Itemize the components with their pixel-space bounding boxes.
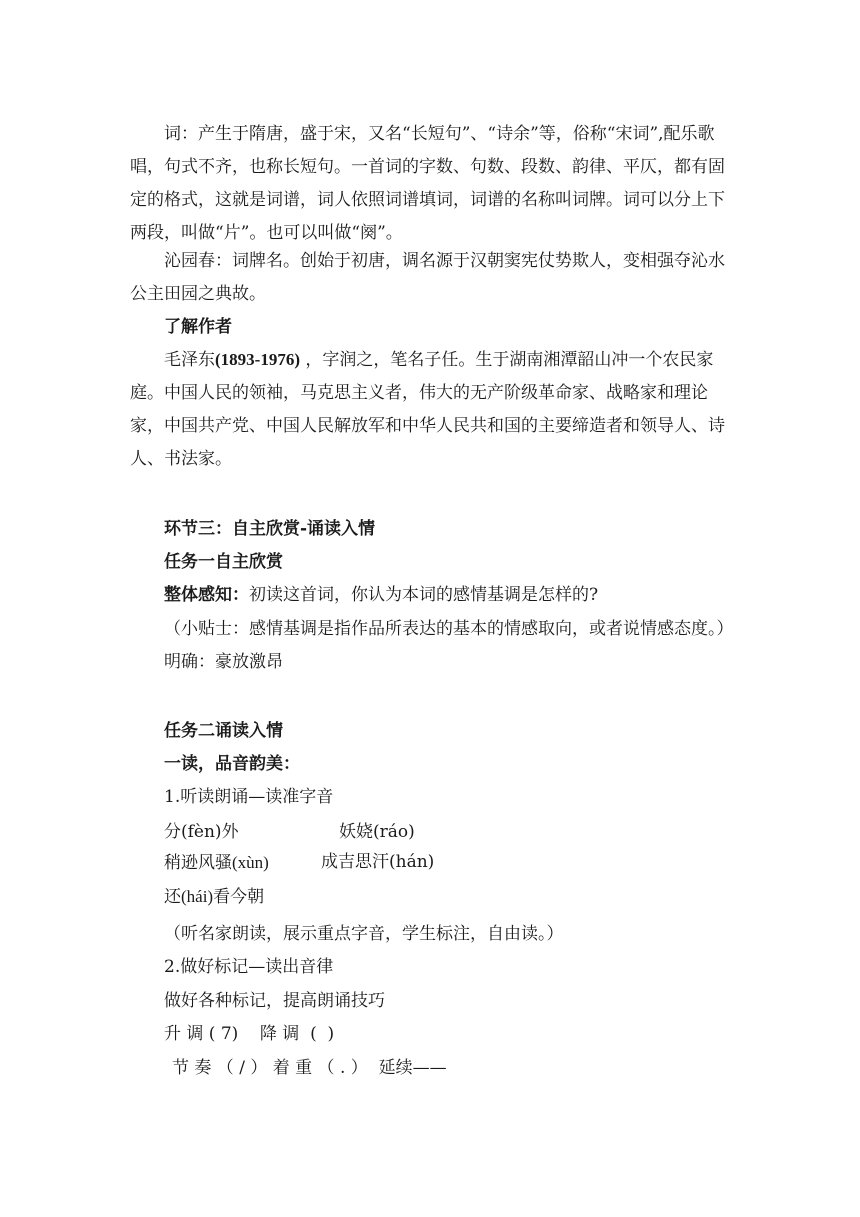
marks-intro: 做好各种标记，提高朗诵技巧 xyxy=(164,991,385,1011)
listening-note: （听名家朗读，展示重点字音，学生标注，自由读。） xyxy=(164,924,564,944)
tip-line: （小贴士：感情基调是指作品所表达的基本的情感取向，或者说情感态度。） xyxy=(164,619,734,639)
word-yaorao: 妖娆(ráo) xyxy=(339,822,415,842)
word-chengjisihan: 成吉思汗(hán) xyxy=(321,852,435,872)
qinyuanchun-paragraph: 沁园春：词牌名。创始于初唐，调名源于汉朝窦宪仗势欺人，变相强夺沁水公主田园之典故。 xyxy=(130,251,725,304)
perception-question: 初读这首词，你认为本词的感情基调是怎样的? xyxy=(249,585,599,605)
word-haikan xyxy=(164,880,264,914)
overall-perception-line xyxy=(164,579,598,612)
task2-heading: 任务二诵读入情 xyxy=(164,721,283,741)
word-haikan-prefix: 还 xyxy=(164,887,181,907)
author-years: (1893-1976) xyxy=(215,350,300,369)
word-fenwai: 分(fèn)外 xyxy=(164,822,239,842)
marks-line-rhythm: 节 奏 （ / ） 着 重 （ . ） 延续—— xyxy=(172,1058,447,1078)
author-name: 毛泽东 xyxy=(164,350,215,370)
answer-line: 明确：豪放激昂 xyxy=(164,652,283,672)
step1-line: 1.听读朗诵—读准字音 xyxy=(164,787,334,807)
section3-heading: 环节三：自主欣赏-诵读入情 xyxy=(164,519,376,539)
marks-line-tones: 升 调 ( 7) 降 调 ( ) xyxy=(164,1024,335,1044)
word-shaoxun-pinyin: (xùn) xyxy=(232,853,269,872)
task1-heading: 任务一自主欣赏 xyxy=(164,552,283,572)
word-haikan-pinyin: (hái) xyxy=(181,887,214,906)
word-shaoxun-chars: 稍逊风骚 xyxy=(164,853,232,873)
perception-label: 整体感知： xyxy=(164,585,249,605)
author-heading: 了解作者 xyxy=(164,317,232,337)
word-haikan-suffix: 看今朝 xyxy=(213,887,265,907)
word-shaoxun xyxy=(164,846,269,880)
author-description: ，字润之，笔名子任。生于湖南湘潭韶山冲一个农民家庭。中国人民的领袖，马克思主义者，伟大的无产阶级革命家、战略家和理论家，中国共产党、中国人民解放军和中华人民共和国的主要缔造者和领导人、诗人、书法家。 xyxy=(130,350,725,469)
ci-definition-paragraph: 词：产生于隋唐，盛于宋，又名“长短句”、“诗余”等，俗称“宋词”,配乐歌唱，句式不齐，也称长短句。一首词的字数、句数、段数、韵律、平仄，都有固定的格式，这就是词谱，词人依照词谱填词，词谱的名称叫词牌。词可以分上下两段，叫做“片”。也可以叫做“阕”。 xyxy=(130,124,725,243)
read1-heading: 一读，品音韵美： xyxy=(164,754,300,774)
author-paragraph xyxy=(130,343,736,476)
step2-line: 2.做好标记—读出音律 xyxy=(164,957,334,977)
